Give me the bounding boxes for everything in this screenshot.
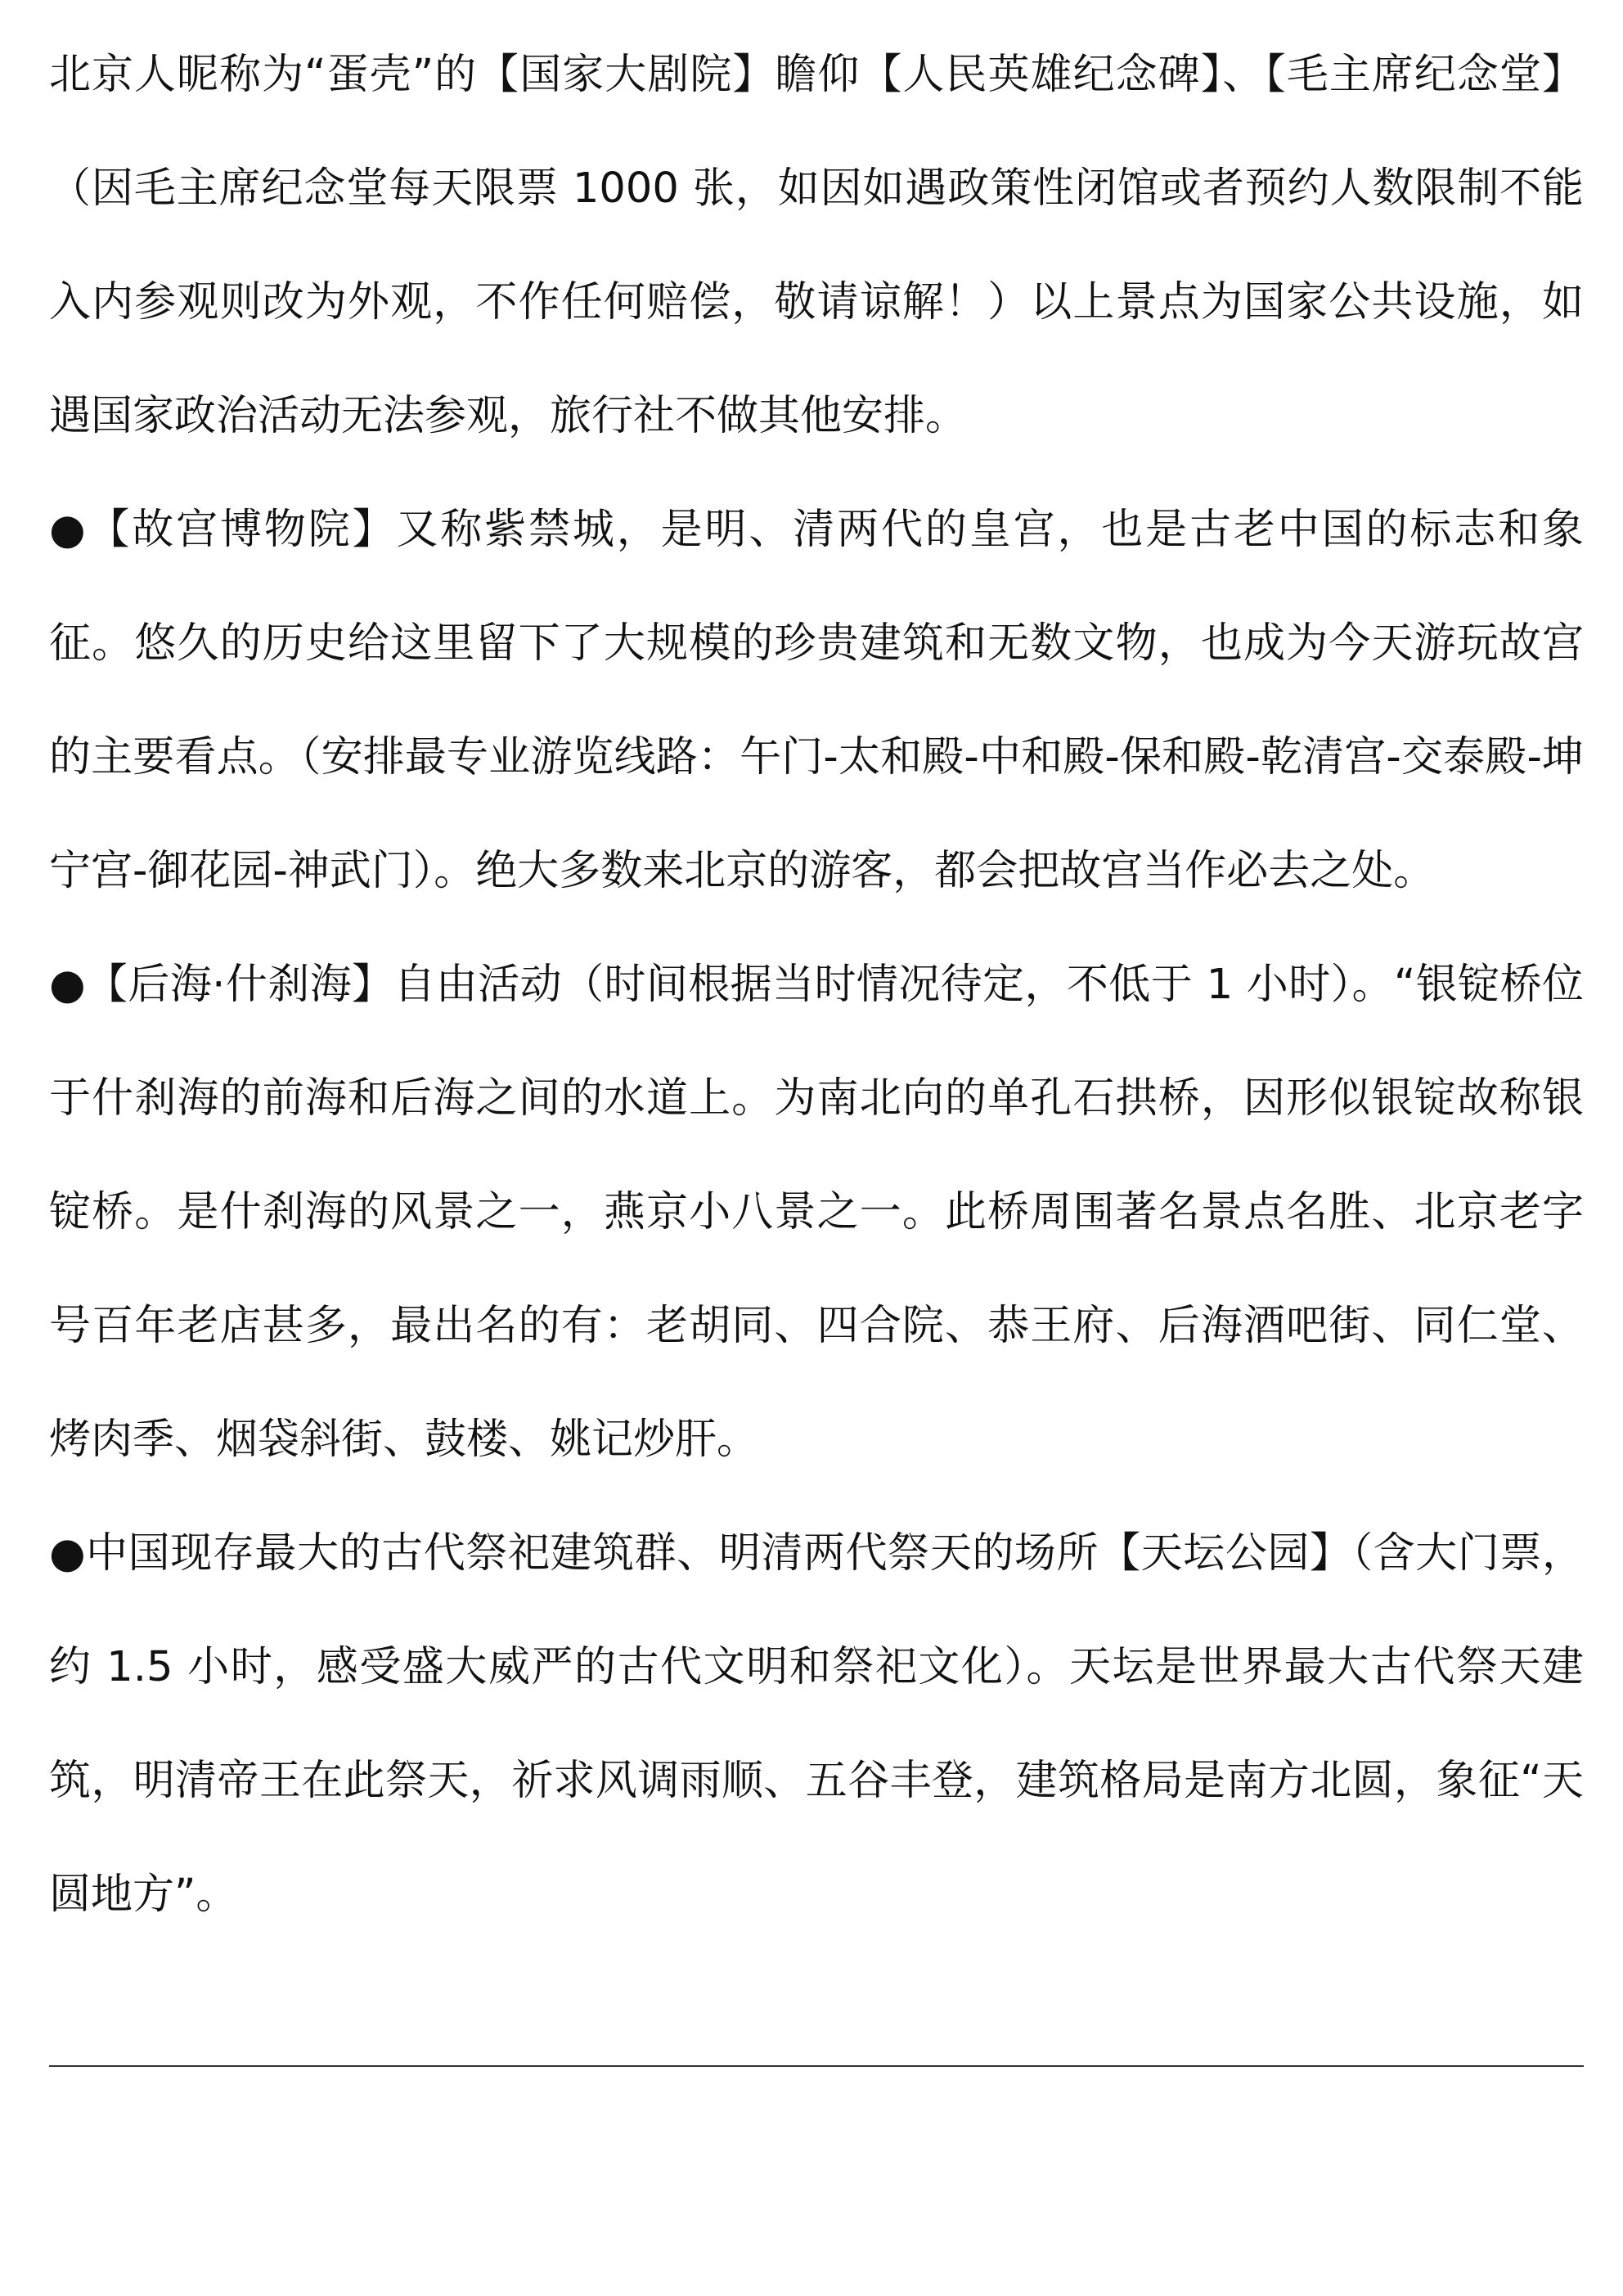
paragraph-monuments: 北京人昵称为“蛋壳”的【国家大剧院】瞻仰【人民英雄纪念碑】、【毛主席纪念堂】（因毛主席纪念堂每天限票 1000 张，如因如遇政策性闭馆或者预约人数限制不能入内参观则改为外观，不作任何赔偿，敬请谅解！）以上景点为国家公共设施，如遇国家政治活动无法参观，旅行社不做其他安排。 bbox=[49, 51, 1584, 440]
horizontal-divider bbox=[49, 2065, 1584, 2067]
paragraph-houhai-shichahai: ●【后海·什刹海】自由活动（时间根据当时情况待定，不低于 1 小时）。“银锭桥位于什刹海的前海和后海之间的水道上。为南北向的单孔石拱桥，因形似银锭故称银锭桥。是什刹海的风景之一，燕京小八景之一。此桥周围著名景点名胜、北京老字号百年老店甚多，最出名的有：老胡同、四合院、恭王府、后海酒吧街、同仁堂、烤肉季、烟袋斜街、鼓楼、姚记炒肝。 bbox=[49, 961, 1584, 1464]
paragraph-forbidden-city: ●【故宫博物院】又称紫禁城，是明、清两代的皇宫，也是古老中国的标志和象征。悠久的历史给这里留下了大规模的珍贵建筑和无数文物，也成为今天游玩故宫的主要看点。（安排最专业游览线路：午门-太和殿-中和殿-保和殿-乾清宫-交泰殿-坤宁宫-御花园-神武门）。绝大多数来北京的游客，都会把故宫当作必去之处。 bbox=[49, 506, 1584, 895]
paragraph-temple-of-heaven: ●中国现存最大的古代祭祀建筑群、明清两代祭天的场所【天坛公园】（含大门票，约 1.5 小时，感受盛大威严的古代文明和祭祀文化）。天坛是世界最大古代祭天建筑，明清帝王在此祭天，祈求风调雨顺、五谷丰登，建筑格局是南方北圆，象征“天圆地方”。 bbox=[49, 1529, 1584, 1919]
document-body bbox=[49, 18, 1584, 1952]
